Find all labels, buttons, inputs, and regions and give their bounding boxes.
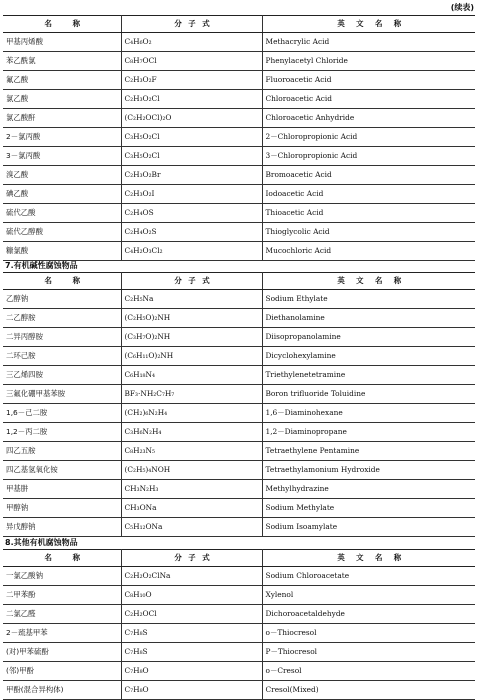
table-row: [3, 128, 475, 147]
cell-formula: C₂H₄O₂S: [121, 223, 262, 242]
cell-name: 四乙五胺: [3, 442, 121, 461]
cell-english: P－Thiocresol: [262, 643, 475, 662]
header-english: 英 文 名 称: [262, 16, 475, 33]
cell-formula: C₃H₅O₂Cl: [121, 147, 262, 166]
cell-name: 氯乙酸酐: [3, 109, 121, 128]
cell-english: Sodium Isoamylate: [262, 518, 475, 537]
cell-english: 1,6－Diaminohexane: [262, 404, 475, 423]
cell-name: 硫代乙醇酸: [3, 223, 121, 242]
cell-formula: (CH₂)₆N₂H₄: [121, 404, 262, 423]
continued-label: (续表): [450, 3, 474, 12]
cell-formula: C₄H₂O₃Cl₂: [121, 242, 262, 261]
cell-english: Triethylenetetramine: [262, 366, 475, 385]
cell-name: 2－巯基甲苯: [3, 624, 121, 643]
cell-name: 1,2－丙二胺: [3, 423, 121, 442]
cell-formula: C₃H₆N₂H₄: [121, 423, 262, 442]
section-title-other-organic: 8.其他有机腐蚀物品: [5, 538, 78, 547]
table-row: [3, 71, 475, 90]
cell-name: 甲酚(混合异构体): [3, 681, 121, 700]
table-section-other-organic: [3, 549, 475, 700]
table-row: [3, 605, 475, 624]
cell-english: Iodoacetic Acid: [262, 185, 475, 204]
cell-formula: C₆H₁₈N₄: [121, 366, 262, 385]
cell-english: Thioacetic Acid: [262, 204, 475, 223]
cell-name: 甲醇钠: [3, 499, 121, 518]
cell-formula: C₇H₈S: [121, 624, 262, 643]
cell-formula: C₇H₈S: [121, 643, 262, 662]
cell-name: 三氟化硼甲基苯胺: [3, 385, 121, 404]
cell-formula: (C₂H₅)₄NOH: [121, 461, 262, 480]
table-row: [3, 185, 475, 204]
table-row: [3, 681, 475, 700]
table-row: [3, 242, 475, 261]
cell-english: Diethanolamine: [262, 309, 475, 328]
cell-english: 1,2－Diaminopropane: [262, 423, 475, 442]
cell-name: 氟乙酸: [3, 71, 121, 90]
table-row: [3, 147, 475, 166]
cell-name: 甲基肼: [3, 480, 121, 499]
cell-formula: (C₂H₅O)₂NH: [121, 309, 262, 328]
table-row: [3, 442, 475, 461]
cell-name: 3－氯丙酸: [3, 147, 121, 166]
cell-formula: C₇H₈O: [121, 662, 262, 681]
cell-english: Methacrylic Acid: [262, 33, 475, 52]
table-header-row: [3, 550, 475, 567]
section-title-organic-basic: 7.有机碱性腐蚀物品: [5, 261, 78, 270]
cell-formula: C₂H₂OCl: [121, 605, 262, 624]
header-english: 英 文 名 称: [262, 550, 475, 567]
cell-name: 硫代乙酸: [3, 204, 121, 223]
cell-name: 三乙烯四胺: [3, 366, 121, 385]
cell-formula: C₂H₂O₂ClNa: [121, 567, 262, 586]
cell-english: 3－Chloropropionic Acid: [262, 147, 475, 166]
table-header-row: [3, 273, 475, 290]
table-row: [3, 499, 475, 518]
table-section-organic-basic: [3, 272, 475, 537]
cell-english: Chloroacetic Acid: [262, 90, 475, 109]
header-english: 英 文 名 称: [262, 273, 475, 290]
cell-name: 糠氯酸: [3, 242, 121, 261]
cell-name: (对)甲苯硫酚: [3, 643, 121, 662]
table-row: [3, 518, 475, 537]
cell-english: Dicyclohexylamine: [262, 347, 475, 366]
cell-name: 四乙基氢氧化铵: [3, 461, 121, 480]
table-row: [3, 643, 475, 662]
cell-name: 乙醇钠: [3, 290, 121, 309]
cell-name: 2－氯丙酸: [3, 128, 121, 147]
table-header-row: [3, 16, 475, 33]
cell-name: 苯乙酰氯: [3, 52, 121, 71]
cell-english: Dichoroacetaldehyde: [262, 605, 475, 624]
cell-english: Thioglycolic Acid: [262, 223, 475, 242]
cell-english: Tetraethylene Pentamine: [262, 442, 475, 461]
cell-english: Xylenol: [262, 586, 475, 605]
cell-formula: CH₃N₂H₃: [121, 480, 262, 499]
cell-english: Bromoacetic Acid: [262, 166, 475, 185]
table-row: [3, 385, 475, 404]
table-row: [3, 404, 475, 423]
cell-formula: C₂H₃O₂Cl: [121, 90, 262, 109]
table-row: [3, 52, 475, 71]
cell-formula: C₈H₁₀O: [121, 586, 262, 605]
cell-name: 溴乙酸: [3, 166, 121, 185]
cell-name: 碘乙酸: [3, 185, 121, 204]
table-row: [3, 567, 475, 586]
table-row: [3, 624, 475, 643]
cell-formula: BF₃·NH₂C₇H₇: [121, 385, 262, 404]
cell-english: Sodium Methylate: [262, 499, 475, 518]
cell-english: Boron trifluoride Toluidine: [262, 385, 475, 404]
table-row: [3, 204, 475, 223]
header-name: 名 称: [3, 550, 121, 567]
cell-formula: C₈H₂₃N₅: [121, 442, 262, 461]
cell-english: Chloroacetic Anhydride: [262, 109, 475, 128]
cell-formula: C₂H₃O₂I: [121, 185, 262, 204]
table-row: [3, 309, 475, 328]
table-section-acids: [3, 15, 475, 261]
table-row: [3, 33, 475, 52]
table-row: [3, 223, 475, 242]
table-row: [3, 586, 475, 605]
cell-formula: C₄H₆O₂: [121, 33, 262, 52]
table-row: [3, 290, 475, 309]
table-row: [3, 366, 475, 385]
cell-formula: C₂H₄OS: [121, 204, 262, 223]
header-formula: 分 子 式: [121, 16, 262, 33]
cell-english: Cresol(Mixed): [262, 681, 475, 700]
cell-formula: (C₂H₂OCl)₂O: [121, 109, 262, 128]
cell-english: 2－Chloropropionic Acid: [262, 128, 475, 147]
cell-english: Fluoroacetic Acid: [262, 71, 475, 90]
table-row: [3, 166, 475, 185]
cell-english: Sodium Ethylate: [262, 290, 475, 309]
header-formula: 分 子 式: [121, 550, 262, 567]
cell-name: 二甲苯酚: [3, 586, 121, 605]
cell-formula: C₂H₅Na: [121, 290, 262, 309]
header-formula: 分 子 式: [121, 273, 262, 290]
table-row: [3, 109, 475, 128]
table-row: [3, 347, 475, 366]
table-row: [3, 90, 475, 109]
cell-formula: C₃H₅O₂Cl: [121, 128, 262, 147]
cell-english: Mucochloric Acid: [262, 242, 475, 261]
cell-formula: CH₃ONa: [121, 499, 262, 518]
cell-name: 二氯乙醛: [3, 605, 121, 624]
cell-formula: (C₆H₁₁O)₂NH: [121, 347, 262, 366]
cell-formula: C₂H₃O₂F: [121, 71, 262, 90]
header-name: 名 称: [3, 273, 121, 290]
cell-formula: C₂H₃O₂Br: [121, 166, 262, 185]
cell-name: (邻)甲酚: [3, 662, 121, 681]
cell-formula: C₇H₈O: [121, 681, 262, 700]
cell-formula: C₅H₁₂ONa: [121, 518, 262, 537]
cell-name: 二环己胺: [3, 347, 121, 366]
cell-name: 二异丙醇胺: [3, 328, 121, 347]
cell-name: 一氯乙酸钠: [3, 567, 121, 586]
cell-formula: (C₃H₇O)₂NH: [121, 328, 262, 347]
cell-name: 甲基丙烯酸: [3, 33, 121, 52]
table-row: [3, 662, 475, 681]
cell-english: o－Cresol: [262, 662, 475, 681]
table-row: [3, 328, 475, 347]
cell-english: Diisopropanolamine: [262, 328, 475, 347]
cell-english: Methylhydrazine: [262, 480, 475, 499]
cell-english: o－Thiocresol: [262, 624, 475, 643]
table-row: [3, 461, 475, 480]
cell-english: Tetraethylamonium Hydroxide: [262, 461, 475, 480]
header-name: 名 称: [3, 16, 121, 33]
cell-name: 异戊醇钠: [3, 518, 121, 537]
cell-formula: C₈H₇OCl: [121, 52, 262, 71]
cell-name: 1,6－己二胺: [3, 404, 121, 423]
cell-name: 氯乙酸: [3, 90, 121, 109]
cell-name: 二乙醇胺: [3, 309, 121, 328]
table-row: [3, 480, 475, 499]
cell-english: Sodium Chloroacetate: [262, 567, 475, 586]
cell-english: Phenylacetyl Chloride: [262, 52, 475, 71]
table-row: [3, 423, 475, 442]
